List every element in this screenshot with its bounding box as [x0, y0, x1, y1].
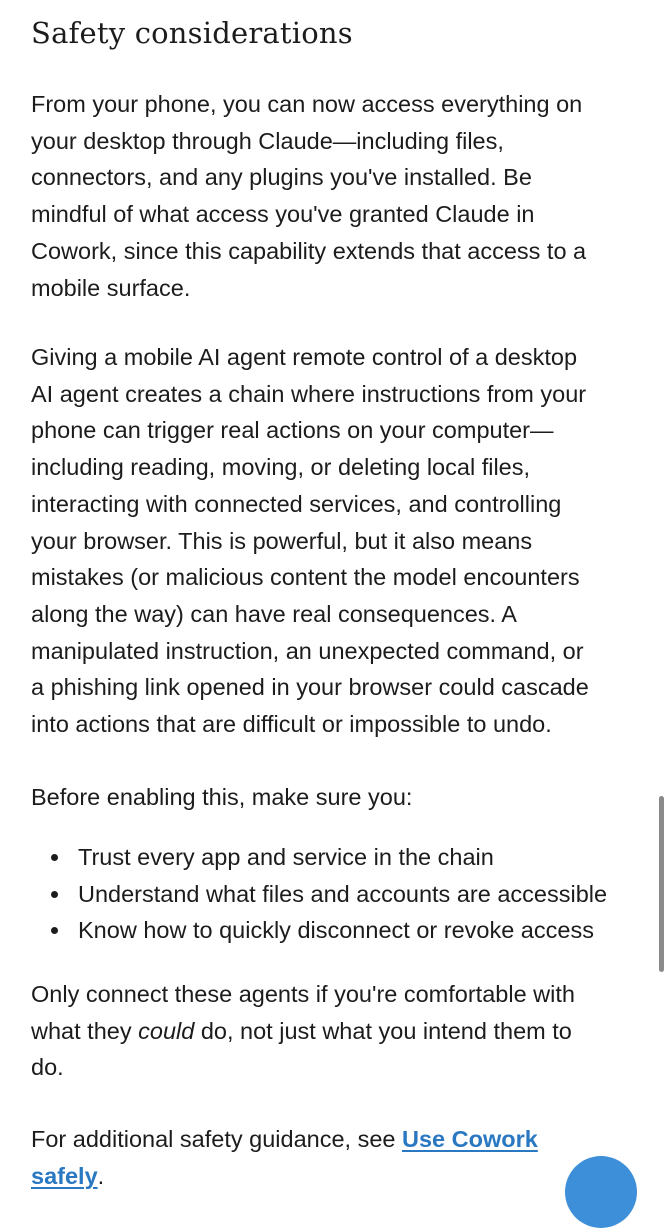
paragraph-before-enabling: Before enabling this, make sure you: — [31, 784, 413, 810]
list-item — [31, 839, 661, 876]
text-line: along the way) can have real consequences. A — [31, 600, 517, 627]
text-line — [31, 1013, 646, 1050]
text-line: phone can trigger real actions on your computer— — [31, 417, 554, 444]
list-item-text: Trust every app and service in the chain — [78, 844, 494, 870]
text-segment: . — [97, 1162, 105, 1189]
text-line: Cowork, since this capability extends that access to a — [31, 237, 587, 264]
emphasis-text: could — [138, 1017, 195, 1044]
text-segment: For additional safety guidance, see — [31, 1126, 403, 1152]
text-line: do. — [31, 1054, 64, 1081]
paragraph-risk-chain — [31, 339, 646, 743]
text-line: your browser. This is powerful, but it also means — [31, 527, 533, 554]
text-line: a phishing link opened in your browser could cascade — [31, 674, 589, 701]
text-line: manipulated instruction, an unexpected command, or — [31, 637, 584, 664]
text-line: into actions that are difficult or impossible to undo. — [31, 711, 552, 738]
use-cowork-safely-link[interactable] — [402, 1126, 538, 1152]
text-segment: what they — [31, 1017, 139, 1044]
text-line — [31, 1158, 646, 1195]
floating-action-button[interactable] — [565, 1156, 637, 1228]
text-line: mistakes (or malicious content the model encounters — [31, 564, 580, 591]
link-text: safely — [31, 1162, 98, 1189]
checklist — [31, 839, 661, 949]
list-item — [31, 876, 661, 913]
list-item-text: Know how to quickly disconnect or revoke access — [78, 917, 594, 944]
paragraph-access-overview — [31, 86, 646, 306]
link-text: Use Cowork — [402, 1126, 538, 1152]
paragraph-additional-guidance — [31, 1121, 646, 1194]
text-segment: do, not just what you intend them to — [194, 1017, 572, 1044]
text-line: From your phone, you can now access everything on — [31, 91, 583, 117]
bullet-icon — [51, 927, 58, 934]
text-line: connectors, and any plugins you've installed. Be — [31, 164, 532, 191]
list-item — [31, 912, 661, 949]
scrollbar-thumb[interactable] — [659, 796, 664, 972]
text-line — [31, 1121, 646, 1158]
text-line: Only connect these agents if you're comfortable with — [31, 981, 575, 1007]
list-item-text: Understand what files and accounts are accessible — [78, 880, 608, 907]
text-line: including reading, moving, or deleting local files, — [31, 454, 531, 481]
text-line: AI agent creates a chain where instructions from your — [31, 380, 587, 407]
paragraph-only-connect — [31, 976, 646, 1086]
use-cowork-safely-link-continued[interactable] — [31, 1163, 98, 1189]
text-line: Giving a mobile AI agent remote control of a desktop — [31, 344, 578, 370]
bullet-icon — [51, 854, 58, 861]
text-line: interacting with connected services, and controlling — [31, 490, 562, 517]
section-heading: Safety considerations — [31, 16, 353, 50]
bullet-icon — [51, 891, 58, 898]
text-line: your desktop through Claude—including files, — [31, 127, 504, 154]
text-line: mobile surface. — [31, 274, 191, 301]
text-line: mindful of what access you've granted Claude in — [31, 201, 535, 228]
